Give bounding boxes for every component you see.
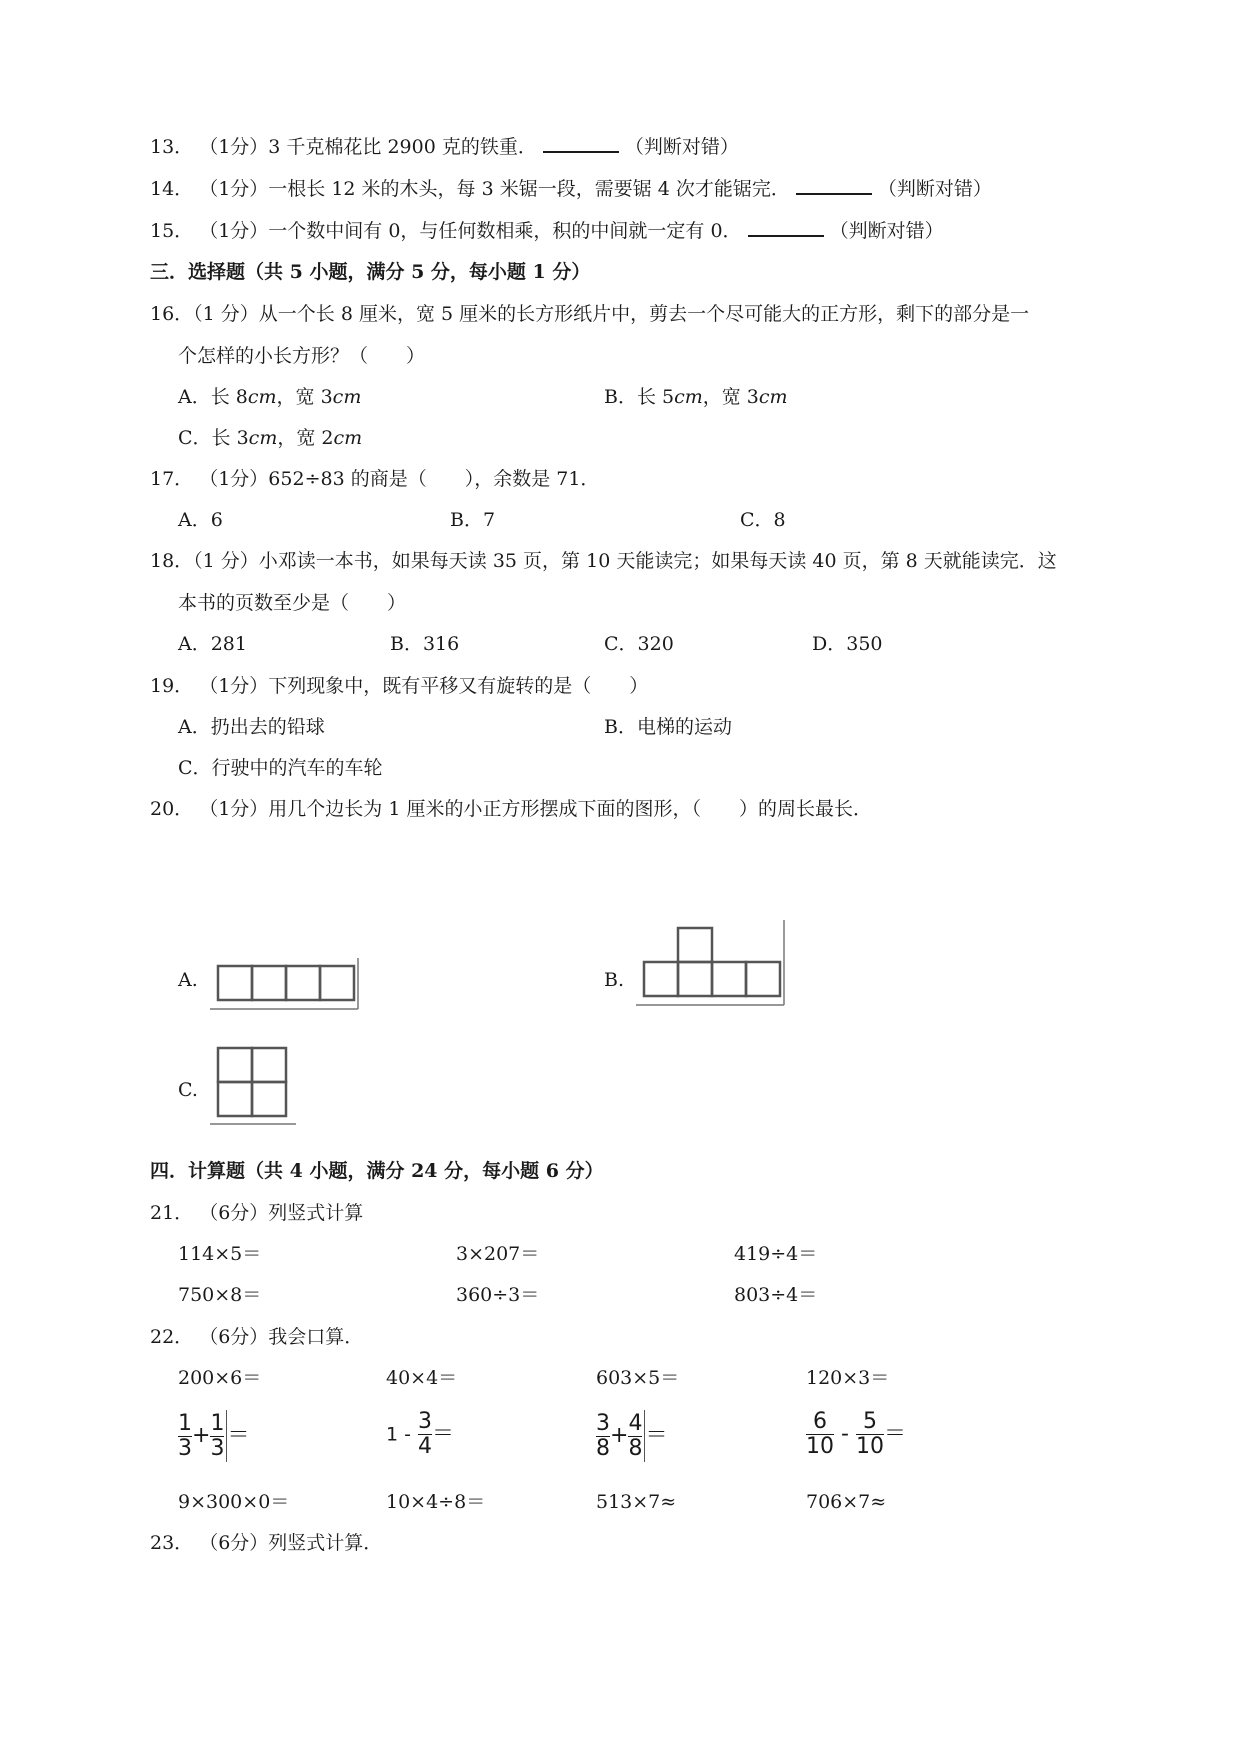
q20-figure-b (636, 920, 786, 1010)
q22-item: 706×7≈ (806, 1491, 887, 1513)
q21-item: 360÷3＝ (456, 1284, 540, 1306)
question-20: 20． （1分）用几个边长为 1 厘米的小正方形摆成下面的图形，（ ）的周长最长． (150, 798, 872, 820)
question-18-line-2: 本书的页数至少是（ ） (178, 592, 407, 614)
q20-figure-c (210, 1040, 298, 1128)
question-14 (150, 176, 992, 202)
q20-label-b[interactable]: B. (604, 969, 625, 991)
q18-option-c[interactable]: C．320 (604, 633, 674, 655)
question-21: 21． （6分）列竖式计算 (150, 1202, 364, 1224)
judge-hint: （判断对错） (829, 220, 944, 242)
q22-fraction-4: $\frac{6}{10}$ - $\frac{5}{10}$ ＝ (806, 1409, 906, 1459)
q21-item: 750×8＝ (178, 1284, 262, 1306)
question-text: 14． （1分）一根长 12 米的木头，每 3 米锯一段，需要锯 4 次才能锯完． (150, 178, 790, 200)
q21-item: 3×207＝ (456, 1243, 540, 1265)
q22-item: 9×300×0＝ (178, 1491, 290, 1513)
question-16-line-1: 16．（1 分）从一个长 8 厘米，宽 5 厘米的长方形纸片中，剪去一个尽可能大的正方形，剩下的部分是一 (150, 303, 1030, 325)
answer-blank[interactable] (748, 219, 824, 237)
q17-option-a[interactable]: A．6 (178, 509, 223, 531)
q19-option-a[interactable]: A．扔出去的铅球 (178, 716, 325, 738)
q22-item: 603×5＝ (596, 1367, 680, 1389)
q17-option-b[interactable]: B．7 (450, 509, 496, 531)
q21-item: 803÷4＝ (734, 1284, 818, 1306)
q18-option-a[interactable]: A．281 (178, 633, 247, 655)
q19-option-c[interactable]: C．行驶中的汽车的车轮 (178, 757, 383, 779)
question-15 (150, 218, 944, 244)
q22-fraction-1: $\frac{1}{3}$ + $\frac{1}{3}$ ＝ (178, 1410, 250, 1461)
q20-figure-a (210, 958, 360, 1014)
q21-item: 419÷4＝ (734, 1243, 818, 1265)
q22-item: 200×6＝ (178, 1367, 262, 1389)
judge-hint: （判断对错） (624, 136, 739, 158)
question-18-line-1: 18．（1 分）小邓读一本书，如果每天读 35 页，第 10 天能读完；如果每天读 40 页，第 8 天就能读完．这 (150, 550, 1057, 572)
q19-option-b[interactable]: B．电梯的运动 (604, 716, 732, 738)
answer-blank[interactable] (796, 177, 872, 195)
answer-blank[interactable] (543, 135, 619, 153)
q16-option-a[interactable]: A．长 8cm，宽 3cm (178, 386, 362, 408)
q22-fraction-2: 1 - $\frac{3}{4}$ ＝ (386, 1409, 454, 1459)
question-text: 15． （1分）一个数中间有 0，与任何数相乘，积的中间就一定有 0． (150, 220, 742, 242)
q22-item: 120×3＝ (806, 1367, 890, 1389)
q18-option-d[interactable]: D．350 (812, 633, 883, 655)
q16-option-b[interactable]: B．长 5cm，宽 3cm (604, 386, 788, 408)
section-4-title: 四．计算题（共 4 小题，满分 24 分，每小题 6 分） (150, 1160, 604, 1182)
q17-option-c[interactable]: C．8 (740, 509, 786, 531)
judge-hint: （判断对错） (877, 178, 992, 200)
q22-item: 10×4÷8＝ (386, 1491, 486, 1513)
q16-option-c[interactable]: C．长 3cm，宽 2cm (178, 427, 363, 449)
q20-label-c[interactable]: C. (178, 1079, 198, 1101)
q22-item: 40×4＝ (386, 1367, 458, 1389)
question-23: 23． （6分）列竖式计算． (150, 1532, 383, 1554)
question-19: 19． （1分）下列现象中，既有平移又有旋转的是（ ） (150, 675, 649, 697)
q22-item: 513×7≈ (596, 1491, 677, 1513)
question-17: 17． （1分）652÷83 的商是（ ），余数是 71． (150, 468, 600, 490)
question-text: 13． （1分）3 千克棉花比 2900 克的铁重． (150, 136, 537, 158)
q20-label-a[interactable]: A. (178, 969, 198, 991)
q21-item: 114×5＝ (178, 1243, 262, 1265)
question-13 (150, 134, 739, 160)
question-16-line-2: 个怎样的小长方形？（ ） (178, 345, 426, 367)
section-3-title: 三．选择题（共 5 小题，满分 5 分，每小题 1 分） (150, 261, 591, 283)
q22-fraction-3: $\frac{3}{8}$ + $\frac{4}{8}$ ＝ (596, 1410, 668, 1461)
question-22: 22． （6分）我会口算． (150, 1326, 364, 1348)
q18-option-b[interactable]: B．316 (390, 633, 460, 655)
